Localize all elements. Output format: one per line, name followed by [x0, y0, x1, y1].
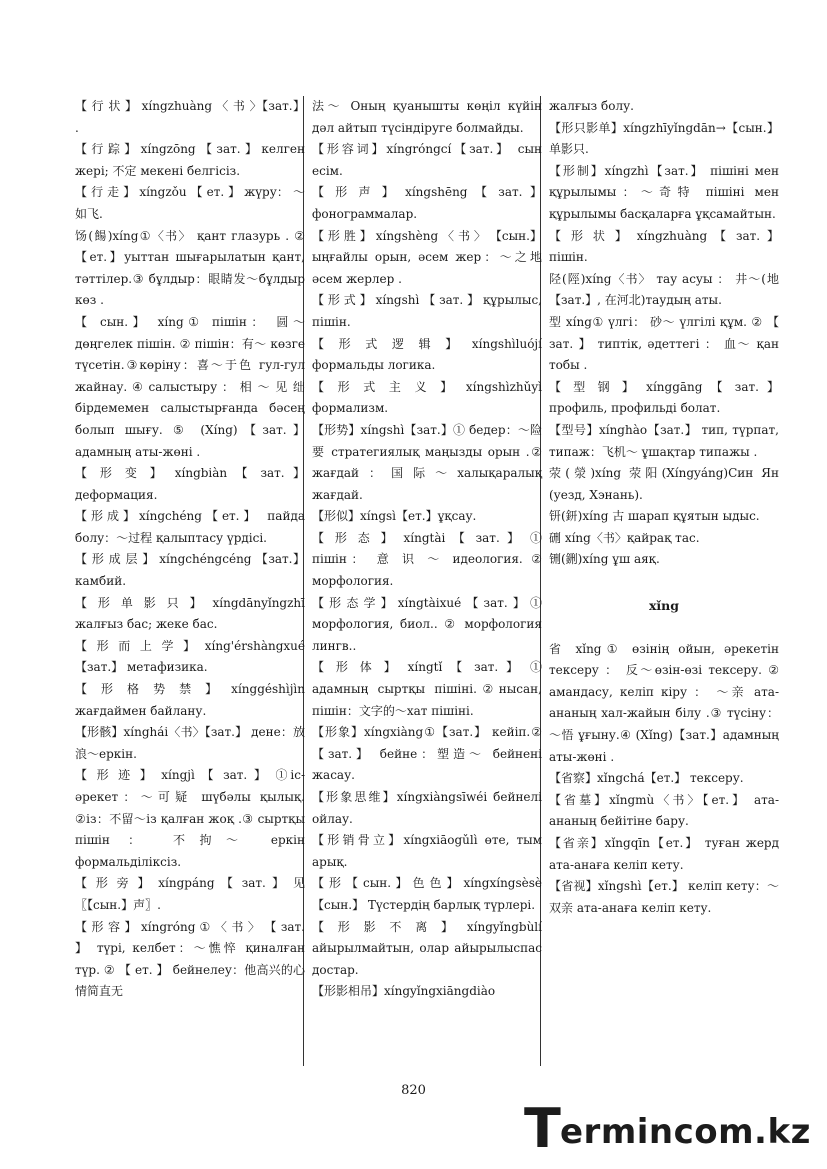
dictionary-entry: 饧(餳)xíng①〈书〉 қант глазурь . ②【ет.】уыттан шығарылатын қант, тәттілер.③ бұлдыр：眼睛发～бұлдыр көз . [75, 228, 305, 308]
dictionary-entry: 【 行 走 】 xíngzǒu 【 ет. 】 жүру： ～如飞. [75, 185, 305, 221]
section-heading: xǐng [648, 598, 680, 614]
dictionary-entry: 【 型 钢 】 xínggāng 【 зат. 】 профиль, профильді болат. [549, 379, 779, 416]
page-number: 820 [401, 1083, 426, 1098]
dictionary-entry: 【省察】xǐngchá【ет.】 тексеру. [549, 771, 744, 786]
dictionary-entry: 【 形 格 势 禁 】 xínggéshìjìn жағдаймен байлану. [75, 682, 305, 718]
dictionary-column-2 [312, 96, 542, 1003]
dictionary-entry: 【 形 声 】 xíngshēng 【 зат. 】 фонограммалар. [312, 185, 542, 221]
dictionary-entry: 【形影相吊】xíngyǐngxiāngdiào [312, 984, 496, 999]
dictionary-entry: 【省墓】xǐngmù〈书〉【ет.】 ата-ананың бейітіне бару. [549, 792, 779, 829]
dictionary-entry: 【 形 状 】 xíngzhuàng 【 зат. 】 пішін. [549, 228, 779, 265]
dictionary-entry: 【 行 状 】 xíngzhuàng 〈 书 〉【зат.】 . [75, 99, 305, 135]
dictionary-entry: 【形象思维】xíngxiàngsīwéi бейнелі ойлау. [312, 790, 542, 826]
dictionary-entry: 【 形 【 сын. 】 色 色 】 xíngxíngsèsè【сын.】 Түстердің барлық түрлері. [312, 876, 542, 912]
dictionary-entry: 【形似】xíngsì【ет.】ұқсау. [312, 509, 477, 524]
dictionary-entry: 【 形 态 】 xíngtài 【 зат. 】 ① пішін： 意 识 ～ идеология. ② морфология. [312, 530, 542, 589]
dictionary-entry: 【 形 式 逻 辑 】 xíngshìluójí формальды логика. [312, 336, 542, 373]
dictionary-entry: 【 形 胜 】 xíngshèng 〈 书 〉 【сын.】 ыңғайлы орын, әсем жер：～之地 әсем жерлер . [312, 228, 542, 286]
dictionary-entry: 【 形 式 主 义 】 xíngshìzhǔyì формализм. [312, 379, 542, 416]
logo-mark: T [524, 1097, 561, 1160]
dictionary-entry: 【行踪】xíngzōng【зат.】келген жері; 不定 мекені белгісіз. [75, 142, 305, 178]
dictionary-entry: 【形容词】xíngróngcí【зат.】 сын есім. [312, 142, 542, 178]
dictionary-entry: 【 形 旁 】 xíngpáng 【 зат. 】 见〖【сын.】声〗. [75, 876, 305, 912]
dictionary-entry: 【形势】xíngshì【зат.】① бедер：～险要 стратегиялық маңызды орын .② жағдай：国际～халықаралық жағдай. [312, 422, 542, 502]
dictionary-entry: 【型号】xínghào【зат.】 тип, түрпат, типаж：飞机～ ұшақтар типажы . [549, 422, 779, 459]
dictionary-entry: 【 形 体 】 xíngtǐ 【 зат. 】 ① адамның сыртқы пішіні.②нысан, пішін：文字的～хат пішіні. [312, 660, 542, 718]
dictionary-entry: 【省视】xǐngshì【ет.】 келіп кету：～双亲 ата-анаға келіп кету. [549, 879, 779, 915]
dictionary-entry: 荥(滎)xíng 荥阳(Xíngyáng)Син Ян (уезд, Хэнань). [549, 466, 779, 502]
dictionary-entry: 省 xǐng① өзінің ойын, әрекетін тексеру ： 反～өзін-өзі тексеру. ② амандасу, келіп кіру ： ～亲 ата-ананың хал-жайын білу .③ түсіну： ～悟 ұғыну.④ (Xǐng)【зат.】адамның аты-жөні . [549, 641, 779, 764]
dictionary-entry: 法～ Оның қуанышты көңіл күйін дәл айтып түсіндіруге болмайды. [312, 99, 542, 135]
dictionary-entry: 【形制】xíngzhì【зат.】 пішіні мен құрылымы：～奇特 пішіні мен құрылымы басқаларға ұқсамайтын. [549, 163, 779, 221]
dictionary-entry: 【形成】xíngchéng【ет.】 пайда болу：～过程 қалыптасу үрдісі. [75, 509, 305, 545]
termincom-logo [524, 1097, 824, 1160]
logo-text: ermincom.kz [560, 1112, 811, 1152]
dictionary-entry: 【 形 迹 】 xíngjì 【 зат. 】 ①іс-әрекет：～可疑 шүбәлы қылық. ②із：不留～із қалған жоқ .③ сыртқы пішін ： 不拘～ еркін формальділіксіз. [75, 768, 305, 869]
dictionary-entry: 【形只影单】xíngzhīyǐngdān→【сын.】单影只. [549, 120, 779, 157]
dictionary-entry: 陉(陘)xíng〈书〉 тау асуы ： 井～(地【зат.】, 在河北)таудың аты. [549, 271, 779, 308]
dictionary-entry: 【 形 式 】 xíngshì 【 зат. 】 құрылыс, пішін. [312, 293, 542, 329]
dictionary-entry: 铏(鉶)xíng ұш аяқ. [549, 552, 660, 567]
dictionary-entry: 【 形 成 层 】 xíngchéngcéng 【зат.】 камбий. [75, 552, 305, 589]
dictionary-entry: 【形销骨立】xíngxiāogǔlì өте, тым арық. [312, 833, 542, 869]
dictionary-entry: 钘(鈃)xíng 古 шарап құятын ыдыс. [549, 509, 760, 524]
dictionary-column-3 [549, 96, 779, 919]
dictionary-entry: 型 xíng① үлгі： 砂～ үлгілі құм. ② 【 зат. 】 типтік, әдеттегі ： 血～ қан тобы . [549, 314, 779, 373]
dictionary-entry: 【省亲】xǐngqīn【ет.】 туған жерд ата-анаға келіп кету. [549, 836, 779, 872]
dictionary-entry: 硎 xíng〈书〉қайрақ тас. [549, 530, 700, 545]
dictionary-entry: жалғыз болу. [549, 99, 634, 113]
dictionary-entry: 【 形 单 影 只 】 xíngdānyǐngzhī жалғыз бас; жеке бас. [75, 595, 305, 632]
dictionary-entry: 【形象】xíngxiàng①【зат.】 кейіп.②【зат.】 бейне：塑造～ бейнені жасау. [312, 725, 542, 783]
dictionary-entry: 【形骸】xínghái〈书〉【зат.】 дене：放浪～еркін. [75, 725, 305, 761]
dictionary-column-1 [75, 96, 305, 1003]
dictionary-entry: 【 形 容 】 xíngróng ① 〈 书 〉 【 зат. 】 түрі, келбет：～憔悴 қиналған түр. ② 【 ет. 】 бейнелеу：他高兴的心情简直无 [75, 919, 305, 999]
dictionary-entry: 【 形 而 上 学 】 xíng'érshàngxué 【зат.】 метафизика. [75, 638, 305, 675]
dictionary-entry: 【形态学】xíngtàixué【зат.】① морфология, биол.. ② морфология лингв.. [312, 595, 542, 653]
dictionary-entry: 【 形 变 】 xíngbiàn 【 зат. 】 деформация. [75, 466, 305, 502]
dictionary-entry: 【 сын.】 xíng① пішін： 圆～ дөңгелек пішін. ② пішін：有～ көзге түсетін.③көріну：喜～于色 гул-гул жайнау. ④ салыстыру ： 相 ～ 见 绌 бірдемемен салыстырғанда бәсең болып шығу. ⑤ (Xíng)【зат.】адамның аты-жөні . [75, 314, 305, 459]
dictionary-entry: 【 形 影 不 离 】 xíngyǐngbùlí айырылмайтын, олар айырылыспас достар. [312, 919, 542, 977]
